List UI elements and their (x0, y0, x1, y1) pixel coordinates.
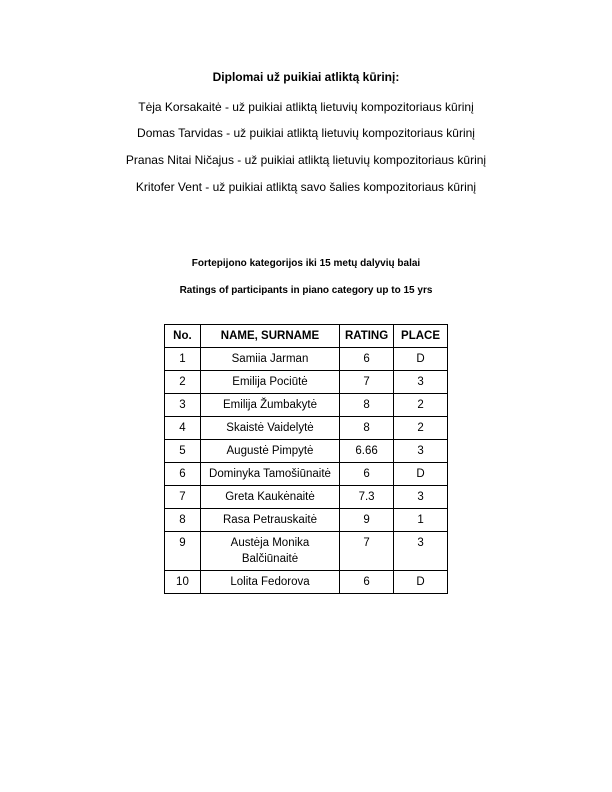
cell-place: 3 (394, 532, 448, 571)
award-line: Domas Tarvidas - už puikiai atliktą lietuvių kompozitoriaus kūrinį (137, 126, 475, 140)
cell-no: 3 (165, 394, 201, 417)
cell-name: Skaistė Vaidelytė (200, 417, 339, 440)
cell-rating: 8 (340, 394, 394, 417)
cell-name: Rasa Petrauskaitė (200, 509, 339, 532)
cell-name: Samiia Jarman (200, 348, 339, 371)
table-header-row (165, 325, 448, 348)
header-name: NAME, SURNAME (200, 325, 339, 348)
cell-name: Emilija Žumbakytė (200, 394, 339, 417)
cell-no: 8 (165, 509, 201, 532)
cell-place: 1 (394, 509, 448, 532)
table-row (165, 417, 448, 440)
cell-rating: 7 (340, 532, 394, 571)
cell-name: Austėja Monika Balčiūnaitė (200, 532, 339, 571)
header-no: No. (165, 325, 201, 348)
cell-no: 5 (165, 440, 201, 463)
table-row (165, 394, 448, 417)
diplomas-title: Diplomai už puikiai atliktą kūrinį: (212, 70, 400, 84)
cell-rating: 6 (340, 571, 394, 594)
table-row (165, 371, 448, 394)
table-row (165, 532, 448, 571)
category-title-lt: Fortepijono kategorijos iki 15 metų dalyvių balai (191, 258, 421, 269)
cell-rating: 6 (340, 463, 394, 486)
cell-no: 9 (165, 532, 201, 571)
cell-no: 7 (165, 486, 201, 509)
cell-rating: 7.3 (340, 486, 394, 509)
cell-name: Emilija Pociūtė (200, 371, 339, 394)
header-place: PLACE (394, 325, 448, 348)
cell-place: 2 (394, 417, 448, 440)
cell-place: D (394, 463, 448, 486)
cell-place: D (394, 348, 448, 371)
cell-rating: 6 (340, 348, 394, 371)
award-line: Tėja Korsakaitė - už puikiai atliktą lietuvių kompozitoriaus kūrinį (138, 100, 474, 114)
header-rating: RATING (340, 325, 394, 348)
cell-rating: 8 (340, 417, 394, 440)
cell-place: 3 (394, 371, 448, 394)
cell-rating: 7 (340, 371, 394, 394)
category-title-en: Ratings of participants in piano category up to 15 yrs (179, 285, 433, 296)
table-row (165, 486, 448, 509)
cell-name: Greta Kaukėnaitė (200, 486, 339, 509)
cell-no: 10 (165, 571, 201, 594)
award-line: Pranas Nitai Ničajus - už puikiai atliktą lietuvių kompozitoriaus kūrinį (125, 153, 487, 167)
cell-no: 6 (165, 463, 201, 486)
cell-name: Lolita Fedorova (200, 571, 339, 594)
cell-name: Dominyka Tamošiūnaitė (200, 463, 339, 486)
cell-place: 2 (394, 394, 448, 417)
cell-place: D (394, 571, 448, 594)
cell-name: Augustė Pimpytė (200, 440, 339, 463)
table-row (165, 463, 448, 486)
table-row (165, 571, 448, 594)
table-row (165, 509, 448, 532)
cell-place: 3 (394, 440, 448, 463)
table-row (165, 348, 448, 371)
cell-rating: 9 (340, 509, 394, 532)
award-line: Kritofer Vent - už puikiai atliktą savo šalies kompozitoriaus kūrinį (135, 180, 477, 194)
cell-no: 4 (165, 417, 201, 440)
table-row (165, 440, 448, 463)
cell-rating: 6.66 (340, 440, 394, 463)
cell-no: 1 (165, 348, 201, 371)
cell-no: 2 (165, 371, 201, 394)
ratings-table (164, 324, 448, 594)
cell-place: 3 (394, 486, 448, 509)
